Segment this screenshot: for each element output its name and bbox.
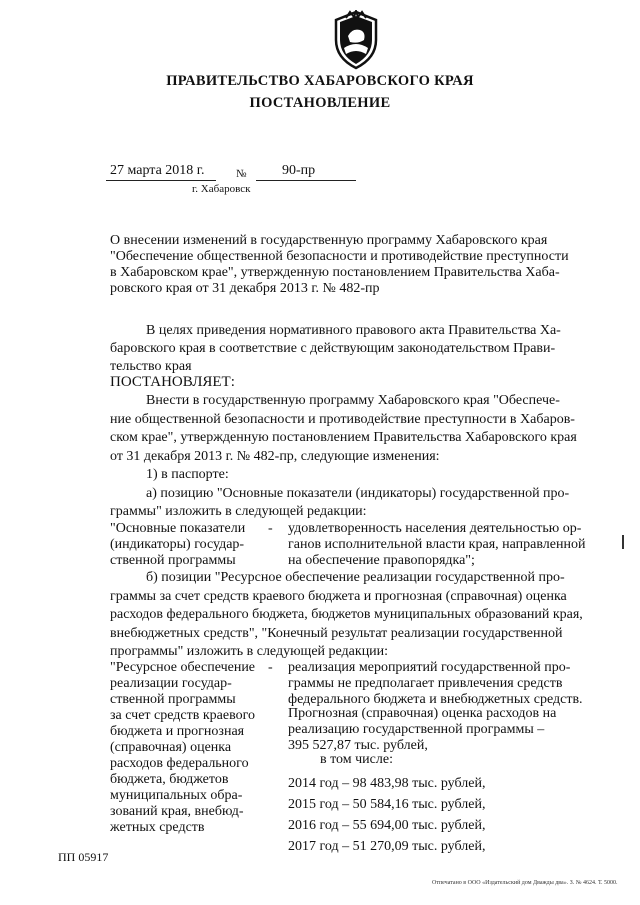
document-date: 27 марта 2018 г. [110, 163, 205, 178]
table2-left-line: жетных средств [110, 820, 205, 835]
title-line: О внесении изменений в государственную программу Хабаровского края [110, 233, 548, 248]
table1-right-line: на обеспечение правопорядка"; [288, 553, 475, 568]
table2-years [288, 773, 614, 857]
body-section-2 [110, 569, 612, 662]
table1-right-line: ганов исполнительной власти края, направленной [288, 537, 586, 552]
table1-right-line: удовлетворенность населения деятельностью ор- [288, 521, 582, 536]
body-line: ском крае", утвержденную постановлением Правительства Хабаровского края [110, 430, 577, 445]
document-city: г. Хабаровск [192, 183, 251, 195]
coat-of-arms-icon [330, 10, 382, 70]
number-sign: № [236, 168, 247, 180]
table2-left-line: "Ресурсное обеспечение [110, 660, 256, 675]
year-amount: 2016 год – 55 694,00 тыс. рублей, [288, 818, 486, 833]
table2-estimate [288, 706, 614, 754]
date-underline [106, 180, 216, 181]
table2-in-total: в том числе: [320, 752, 393, 767]
document-type: ПОСТАНОВЛЕНИЕ [249, 95, 391, 111]
organization-title: ПРАВИТЕЛЬСТВО ХАБАРОВСКОГО КРАЯ [166, 73, 474, 89]
table2-right-line: граммы не предполагает привлечения средств [288, 676, 563, 691]
title-line: в Хабаровском крае", утвержденную постановлением Правительства Хаба- [110, 265, 560, 280]
document-title [110, 233, 610, 297]
table2-right-line: реализацию государственной программы – [288, 722, 545, 737]
table2-left-line: бюджета, бюджетов [110, 772, 229, 787]
body-section-1 [110, 392, 612, 522]
table2-left-line: (справочная) оценка [110, 740, 232, 755]
preamble [110, 322, 612, 376]
body-line: ние общественной безопасности и противодействие преступности в Хабаров- [110, 411, 575, 427]
table2-left-line: муниципальных обра- [110, 788, 243, 803]
year-amount: 2014 год – 98 483,98 тыс. рублей, [288, 776, 486, 791]
title-line: "Обеспечение общественной безопасности и противодействие преступности [110, 249, 569, 264]
table2-left-line: расходов федерального [110, 756, 249, 771]
preamble-line: баровского края в соответствие с действующим законодательством Прави- [110, 341, 556, 356]
body-line: б) позиции "Ресурсное обеспечение реализации государственной про- [146, 570, 565, 585]
body-line: расходов федерального бюджета, бюджетов муниципальных образований края, [110, 607, 583, 622]
table1-left-line: ственной программы [110, 553, 236, 568]
table1-left-line: (индикаторы) государ- [110, 537, 245, 552]
document-code: ПП 05917 [58, 850, 109, 864]
table2-right-line: Прогнозная (справочная) оценка расходов на [288, 706, 557, 721]
number-underline [256, 180, 356, 181]
table1-left-line: "Основные показатели [110, 521, 246, 536]
body-line: Внести в государственную программу Хабаровского края "Обеспече- [146, 393, 560, 408]
body-line: программы" изложить в следующей редакции: [110, 644, 389, 659]
body-line: граммы за счет средств краевого бюджета и прогнозная (справочная) оценка [110, 588, 567, 604]
table1-right [288, 521, 614, 569]
body-line: а) позицию "Основные показатели (индикаторы) государственной про- [146, 485, 570, 501]
preamble-line: тельство края [110, 359, 192, 374]
table2-left-line: ственной программы [110, 692, 236, 707]
table2-left [110, 660, 270, 836]
title-line: ровского края от 31 декабря 2013 г. № 482-пр [110, 281, 380, 296]
printer-imprint: Отпечатано в ООО «Издательский дом Дважды два». З. № 4624. Т. 5000. [432, 880, 618, 886]
table2-right-line: 395 527,87 тыс. рублей, [288, 738, 428, 753]
table2-left-line: за счет средств краевого [110, 708, 255, 723]
body-line: от 31 декабря 2013 г. № 482-пр, следующие изменения: [110, 448, 440, 464]
document-number: 90-пр [282, 163, 316, 178]
table2-left-line: бюджета и прогнозная [110, 724, 245, 739]
preamble-line: В целях приведения нормативного правового акта Правительства Ха- [146, 323, 561, 338]
table2-left-line: реализации государ- [110, 676, 232, 691]
body-line: граммы" изложить в следующей редакции: [110, 504, 367, 519]
table2-left-line: зований края, внебюд- [110, 804, 244, 819]
table1-left [110, 521, 280, 569]
table2-right-line: федерального бюджета и внебюджетных средств. [288, 692, 583, 707]
table2-dash: - [268, 660, 273, 675]
margin-mark [622, 535, 624, 549]
year-amount: 2017 год – 51 270,09 тыс. рублей, [288, 839, 486, 854]
body-line: 1) в паспорте: [146, 467, 229, 482]
year-amount: 2015 год – 50 584,16 тыс. рублей, [288, 797, 486, 812]
table2-right [288, 660, 614, 708]
table2-right-line: реализация мероприятий государственной про- [288, 660, 571, 675]
table1-dash: - [268, 521, 273, 536]
decree-word: ПОСТАНОВЛЯЕТ: [110, 374, 235, 390]
body-line: внебюджетных средств", "Конечный результат реализации государственной [110, 625, 563, 641]
